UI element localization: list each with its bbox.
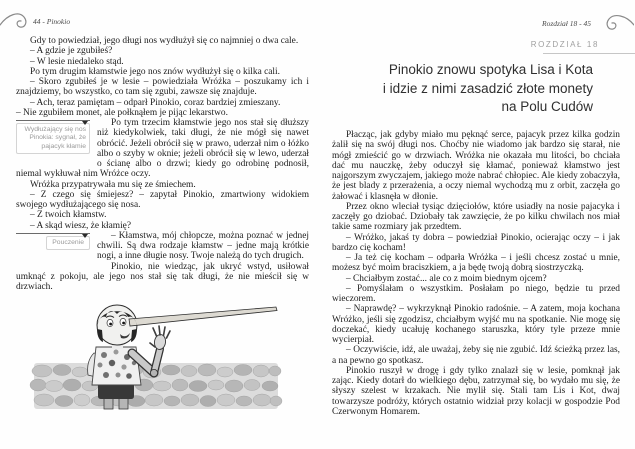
- paragraph: – Chciałbym zostać... ale co z moim biednym ojcem?: [346, 273, 547, 284]
- paragraph: – Nie zgubiłem monet, ale połknąłem je pijąc lekarstwo.: [16, 107, 228, 118]
- body-text-right: [332, 130, 620, 417]
- margin-note-rule: [16, 233, 90, 234]
- margin-note-label: Wydłużający się nos Pinokia: sygnał, że pajacyk kłamie: [16, 123, 90, 154]
- paragraph: Po tym drugim kłamstwie jego nos znów wydłużył się o kilka cali.: [30, 66, 280, 77]
- paragraph: Płacząc, jak gdyby miało mu pęknąć serce, pajacyk przez kilka godzin żalił się na swój długi nos. Choćby nie wiadomo jak bardzo się starał, nie mógł zmieścić go w drzwiach. Wróżka nie okazała mu litości, bo chciała dać mu nauczkę, żeby oduczył się kłamać, ponieważ kłamstwo jest najgorszym zwyczajem, jakiego może nabrać chłopiec. Ale kiedy zobaczyła, że jest blady z przerażenia, a oczy niemal wychodzą mu z orbit, zaczęła go żałować i klasnęła w dłonie.: [332, 130, 620, 202]
- paragraph: – Ja też cię kocham – odparła Wróżka – i jeśli chcesz zostać u mnie, możesz być moim braciszkiem, a ja będę twoją dobrą siostrzyczką.: [332, 253, 620, 274]
- flourish-icon-left: [0, 8, 30, 34]
- arrow-down-icon: [82, 121, 88, 125]
- paragraph: Po tym trzecim kłamstwie jego nos stał się dłuższy niż kiedykolwiek, taki długi, że nie mógł się nawet obrócić. Jeżeli obrócił się w prawo, uderzał nim o łóżko albo o szyby w oknie; jeżeli obrócił się w lewo, uderzał o ścianę albo o drzwi; kiedy go odrobinę podnosił, niemal wykłuwał nim Wróżce oczy.: [16, 118, 309, 180]
- running-header-left: 44 - Pinokio: [33, 17, 71, 26]
- paragraph: Gdy to powiedział, jego długi nos wydłużył się co najmniej o dwa cale.: [30, 36, 299, 46]
- paragraph: – W lesie niedaleko stąd.: [30, 56, 124, 67]
- chapter-title: [383, 61, 593, 117]
- chapter-label: ROZDZIAŁ 18: [530, 40, 599, 49]
- paragraph: Przez okno wleciał tysiąc dzięciołów, które usiadły na nosie pajacyka i zaczęły go dziobać. Dziobały tak zawzięcie, że po kilku chwilach nos miał takie same rozmiary jak przedtem.: [332, 201, 620, 233]
- paragraph: – Wróżko, jakaś ty dobra – powiedział Pinokio, ocierając oczy – i jak bardzo cię kocham!: [332, 232, 620, 253]
- margin-note-pouczenie: [16, 233, 90, 262]
- paragraph: Pinokio, nie wiedząc, jak ukryć wstyd, usiłował umknąć z pokoju, ale jego nos stał się tak długi, że nie mieścił się w drzwiach.: [16, 261, 309, 292]
- chapter-divider: [543, 53, 635, 54]
- margin-note-nose: [16, 120, 90, 161]
- paragraph: – A gdzie je zgubiłeś?: [30, 46, 113, 57]
- chapter-title-line: na Polu Cudów: [501, 99, 593, 114]
- paragraph: – Z twoich kłamstw.: [30, 210, 107, 221]
- arrow-down-icon: [82, 234, 88, 238]
- paragraph: – Skoro zgubiłeś je w lesie – powiedziała Wróżka – poszukamy ich i znajdziemy, bo wszystko, co tam się zgubi, zawsze się znajduje.: [16, 77, 309, 98]
- paragraph: – Pomyślałam o wszystkim. Posłałam po niego, będzie tu przed wieczorem.: [332, 283, 620, 304]
- flourish-icon-right: [596, 10, 634, 36]
- margin-note-rule: [16, 120, 90, 121]
- paragraph: – A skąd wiesz, że kłamię?: [30, 220, 132, 231]
- paragraph: – Oczywiście, idź, ale uważaj, żeby się nie zgubić. Idź ścieżką przez las, a na pewno go spotkasz.: [332, 345, 620, 366]
- chapter-title-line: Pinokio znowu spotyka Lisa i Kota: [388, 62, 593, 77]
- pinocchio-long-nose-illustration: [28, 297, 283, 425]
- paragraph: – Kłamstwa, mój chłopcze, można poznać w jednej chwili. Są dwa rodzaje kłamstw – jedne mają krótkie nogi, a inne długie nosy. Twoje należą do tych drugich.: [97, 230, 309, 262]
- paragraph: – Z czego się śmiejesz? – zapytał Pinokio, zmartwiony widokiem swojego wydłużającego się nosa.: [16, 189, 309, 210]
- paragraph: – Naprawdę? – wykrzyknął Pinokio radośnie. – A zatem, moja kochana Wróżko, jeśli się zgodzisz, chciałbym wyjść mu na spotkanie. Nie mogę się doczekać, kiedy ucałuję kochanego staruszka, który tyle przeze mnie wycierpiał.: [332, 304, 620, 345]
- paragraph: – Ach, teraz pamiętam – odparł Pinokio, coraz bardziej zmieszany.: [30, 97, 281, 108]
- running-header-right: Rozdział 18 - 45: [542, 19, 591, 28]
- body-text-left: [16, 36, 309, 292]
- margin-note-label: Pouczenie: [46, 236, 90, 250]
- paragraph: Pinokio ruszył w drogę i gdy tylko znalazł się w lesie, pomknął jak zając. Kiedy dotarł do wielkiego dębu, zatrzymał się, bo wydało mu się, że słyszy szelest w krzakach. Nie mylił się. Stali tam Lis i Kot, dwaj towarzysze podróży, których ostatnio widział przy kolacji w gospodzie Pod Czerwonym Homarem.: [332, 365, 620, 417]
- chapter-title-line: i idzie z nimi zasadzić złote monety: [382, 80, 593, 96]
- paragraph: Wróżka przypatrywała mu się ze śmiechem.: [30, 179, 196, 190]
